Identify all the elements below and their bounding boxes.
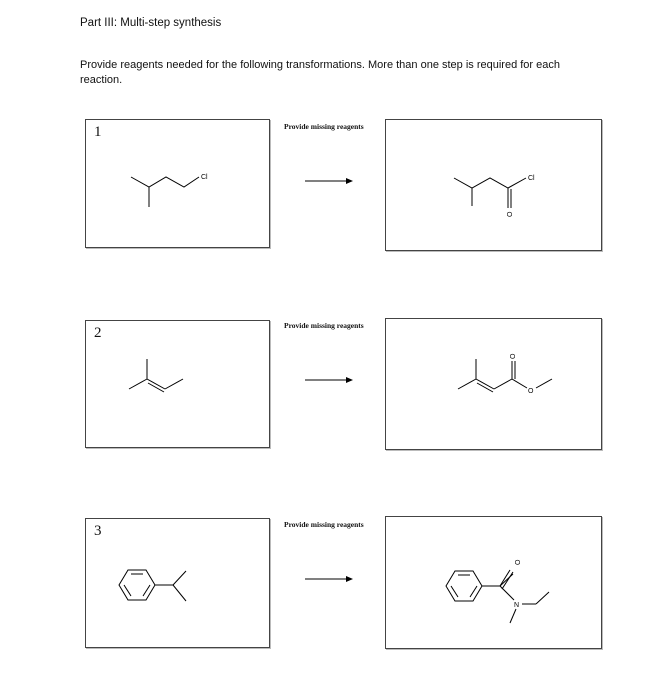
- reaction-3-arrow: [305, 574, 353, 584]
- reaction-2-product-structure: [386, 319, 601, 449]
- reaction-3-starting-material-structure: [86, 519, 269, 647]
- reaction-number: 2: [94, 325, 102, 341]
- atom-label: Cl: [201, 174, 208, 181]
- reaction-1-product-box: [385, 119, 602, 251]
- reaction-1-product-structure: [386, 120, 601, 250]
- reaction-2-starting-material-structure: [86, 321, 269, 447]
- atom-label: O: [528, 388, 534, 395]
- reaction-2-reagents-label: Provide missing reagents: [284, 321, 364, 330]
- reaction-1-starting-material-box: [85, 119, 270, 248]
- arrowhead: [346, 377, 353, 383]
- reaction-1-arrow: [305, 176, 353, 186]
- atom-label: N: [514, 602, 520, 609]
- atom-label: Cl: [528, 175, 535, 182]
- reaction-3-reagents-label: Provide missing reagents: [284, 520, 364, 529]
- reaction-3-product-structure: [386, 517, 601, 648]
- reaction-3-starting-material-box: [85, 518, 270, 648]
- reaction-2-product-box: [385, 318, 602, 450]
- arrowhead: [346, 178, 353, 184]
- part-title: Part III: Multi-step synthesis: [80, 17, 222, 29]
- atom-label: O: [507, 211, 514, 217]
- reaction-2-starting-material-box: [85, 320, 270, 448]
- reaction-3-product-box: [385, 516, 602, 649]
- arrowhead: [346, 576, 353, 582]
- reaction-number: 1: [94, 124, 102, 140]
- reaction-number: 3: [94, 523, 102, 539]
- atom-label: O: [515, 559, 522, 565]
- atom-label: O: [510, 353, 517, 359]
- reaction-1-reagents-label: Provide missing reagents: [284, 122, 364, 131]
- reaction-1-starting-material-structure: [86, 120, 269, 247]
- reaction-2-arrow: [305, 375, 353, 385]
- instructions: Provide reagents needed for the following transformations. More than one step is required for each reaction.: [80, 59, 560, 86]
